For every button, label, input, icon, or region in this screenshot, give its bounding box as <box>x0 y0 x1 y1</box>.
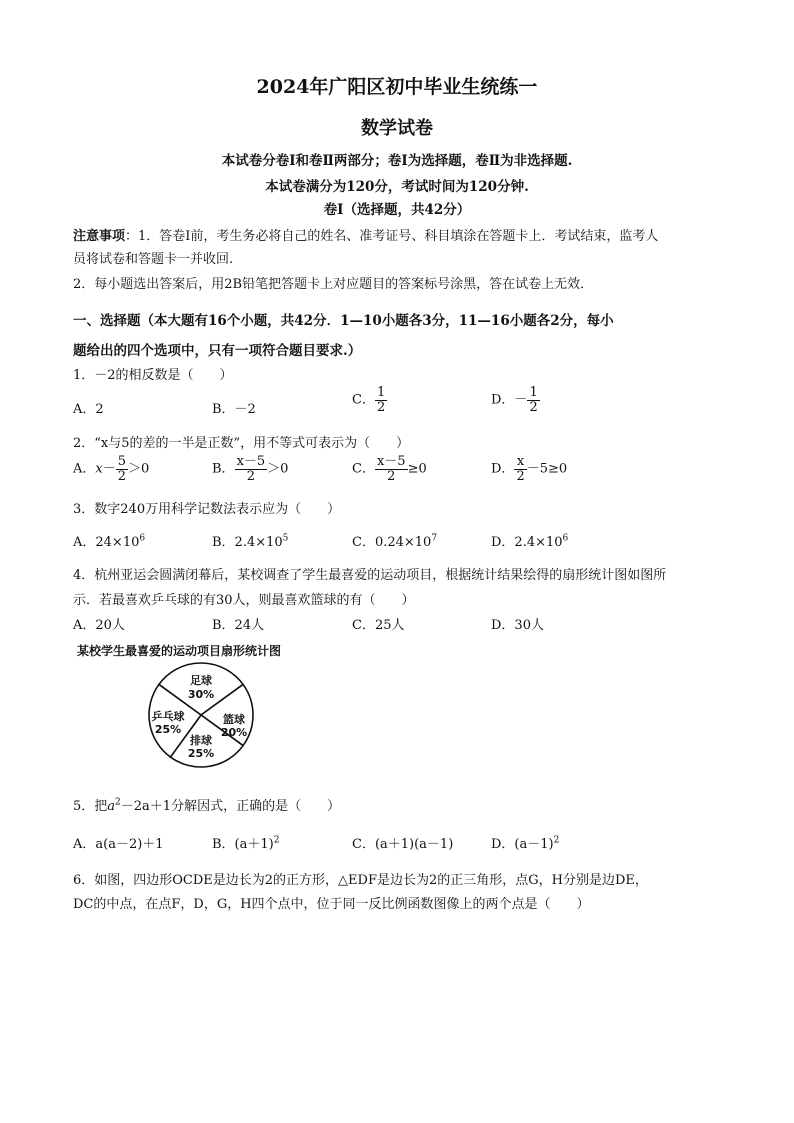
q2-option-d: D． $\frac{x}{2}$ －5≥0 <box>491 454 568 484</box>
q2-stem: 2．“x与5的差的一半是正数”，用不等式可表示为（ ） <box>73 436 410 451</box>
q5-option-d: D．$(a-1)^2$ <box>491 835 560 852</box>
notes-line-3: 2．每小题选出答案后，用2B铅笔把答题卡上对应题目的答案标号涂黑，答在试卷上无效． <box>73 277 594 292</box>
q2-option-c: C． $\frac{x-5}{2}$ ≥0 <box>352 454 427 484</box>
q2-option-b: B． $\frac{x-5}{2}$ ＞0 <box>212 454 289 484</box>
q5-option-c: C．(a＋1)(a－1) <box>352 837 454 852</box>
pie-pct-volleyball: 25% <box>187 747 215 760</box>
pie-label-basketball: 篮球 <box>223 713 245 726</box>
q4-option-c: C．25人 <box>352 618 405 633</box>
q3-option-d: D．$2.4\times 10^6$ <box>491 533 569 550</box>
q6-stem-2: DC的中点，在点F，D，G，H四个点中，位于同一反比例函数图像上的两个点是（ ） <box>73 897 590 912</box>
q4-stem-2: 示．若最喜欢乒乓球的有30人，则最喜欢篮球的有（ ） <box>73 593 415 608</box>
pie-label-volleyball: 排球 <box>190 734 212 747</box>
notes-label: 注意事项 <box>73 229 126 244</box>
exam-info-2: 本试卷满分为120分，考试时间为120分钟. <box>265 179 529 195</box>
pie-chart-title: 某校学生最喜爱的运动项目扇形统计图 <box>77 644 282 658</box>
notes-text-1: ：1．答卷Ⅰ前，考生务必将自己的姓名、准考证号、科目填涂在答题卡上．考试结束，监考人 <box>125 229 659 244</box>
pie-pct-football: 30% <box>187 688 215 701</box>
q1-stem: 1．－2的相反数是（ ） <box>73 368 233 383</box>
pie-pct-pingpong: 25% <box>154 723 182 736</box>
q5-option-b: B．$(a+1)^2$ <box>212 835 280 852</box>
pie-chart <box>140 660 270 770</box>
section-heading-2: 题给出的四个选项中，只有一项符合题目要求.） <box>73 343 362 359</box>
q1-option-b: B．－2 <box>212 402 256 417</box>
q4-option-d: D．30人 <box>491 618 544 633</box>
q3-option-a: A．$24\times 10^6$ <box>73 533 146 550</box>
q4-option-a: A．20人 <box>73 618 125 633</box>
q6-stem-1: 6．如图，四边形OCDE是边长为2的正方形，△EDF是边长为2的正三角形，点G，H分别是边DE， <box>73 873 648 888</box>
notes-line-1 <box>73 225 658 244</box>
pie-label-football: 足球 <box>190 674 212 687</box>
subject-title: 数学试卷 <box>361 118 433 139</box>
q3-option-c: C．$0.24\times 10^7$ <box>352 533 438 550</box>
q3-stem: 3．数字240万用科学记数法表示应为（ ） <box>73 502 341 517</box>
exam-info-1: 本试卷分卷Ⅰ和卷Ⅱ两部分；卷Ⅰ为选择题，卷Ⅱ为非选择题. <box>221 153 573 169</box>
q1-option-c: C． $\frac{1}{2}$ <box>352 385 386 415</box>
q4-stem-1: 4．杭州亚运会圆满闭幕后，某校调查了学生最喜爱的运动项目，根据统计结果绘得的扇形统计图如图所 <box>73 568 667 583</box>
q5-option-a: A．a(a－2)＋1 <box>73 837 164 852</box>
q4-option-b: B．24人 <box>212 618 265 633</box>
section-heading-1: 一、选择题（本大题有16个小题，共42分．1—10小题各3分，11—16小题各2分，每小 <box>73 313 614 329</box>
q1-option-a: A．2 <box>73 402 104 417</box>
q2-option-a: A．x－ $\frac{5}{2}$ ＞0 <box>73 454 150 484</box>
q1-option-d: D．－ $\frac{1}{2}$ <box>491 385 538 415</box>
notes-line-2: 员将试卷和答题卡一并收回. <box>73 252 234 267</box>
part-one-heading: 卷Ⅰ（选择题，共42分） <box>323 202 471 218</box>
q5-stem: 5．把$a^2-2a+1$分解因式，正确的是（ ） <box>73 797 341 814</box>
exam-title: 2024年广阳区初中毕业生统练一 <box>256 76 538 98</box>
pie-pct-basketball: 20% <box>220 726 248 739</box>
q3-option-b: B．$2.4\times 10^5$ <box>212 533 289 550</box>
pie-label-pingpong: 乒乓球 <box>151 710 185 723</box>
